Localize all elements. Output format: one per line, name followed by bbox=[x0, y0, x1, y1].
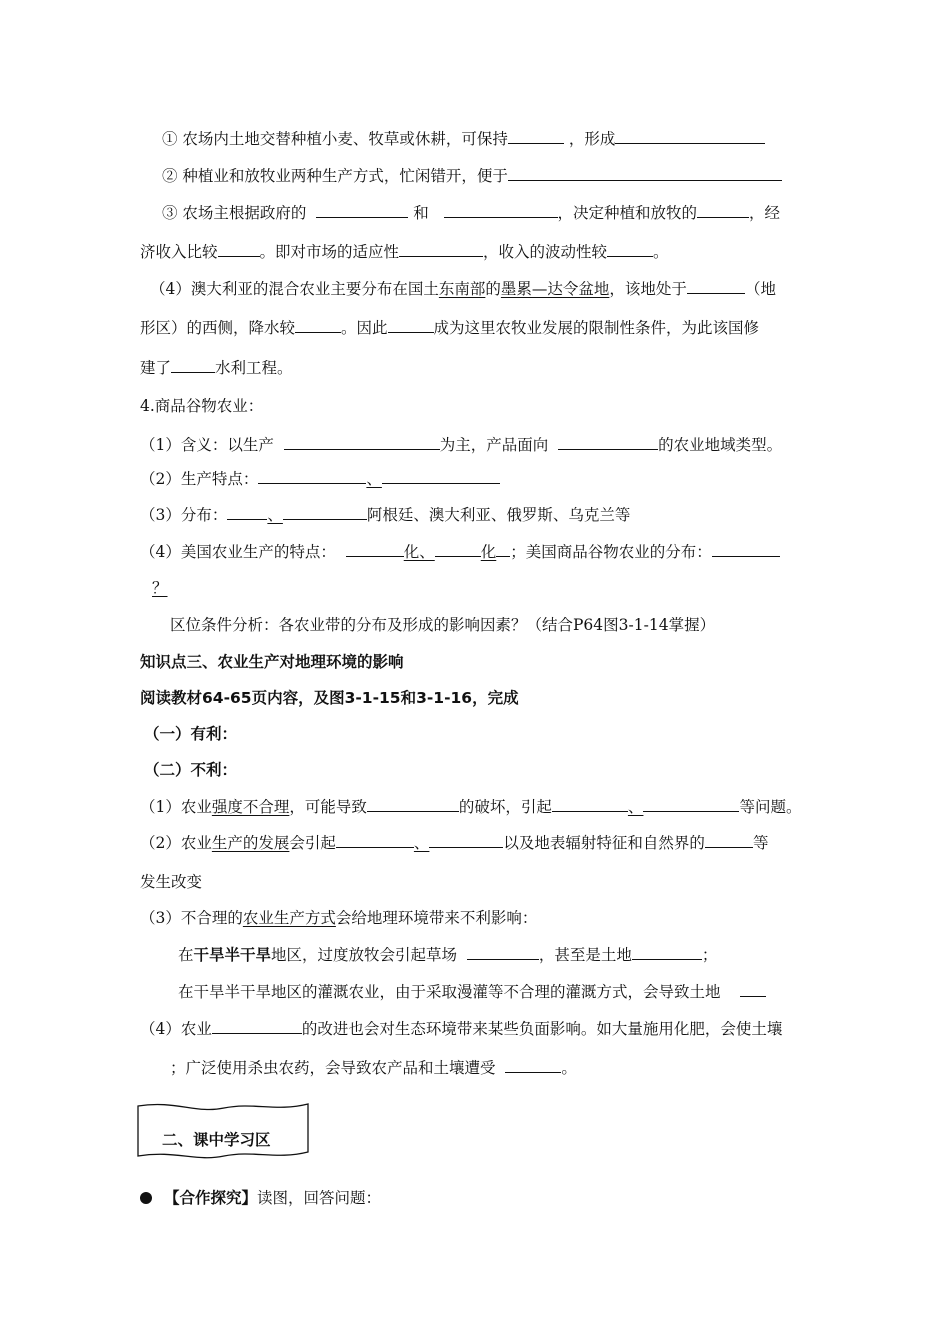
knowledge-point-heading: 知识点三、农业生产对地理环境的影响 bbox=[140, 653, 404, 671]
answer-blank[interactable] bbox=[508, 128, 564, 144]
text-line-26: ；广泛使用杀虫农药，会导致农产品和土壤遭受 。 bbox=[170, 1059, 577, 1077]
text-line-22: （3）不合理的农业生产方式会给地理环境带来不利影响： bbox=[140, 909, 538, 927]
text-line-3: ③ 农场主根据政府的 和 ，决定种植和放牧的 ，经 bbox=[162, 204, 781, 222]
text-line-25: （4）农业 的改进也会对生态环境带来某些负面影响。如大量施用化肥，会使土壤 bbox=[140, 1020, 783, 1038]
section-banner bbox=[136, 1100, 310, 1162]
answer-blank[interactable] bbox=[171, 357, 215, 373]
answer-blank[interactable] bbox=[558, 434, 658, 450]
answer-blank[interactable] bbox=[283, 504, 367, 520]
favorable-heading: （一）有利： bbox=[144, 725, 238, 743]
answer-blank[interactable] bbox=[687, 278, 745, 294]
answer-blank[interactable] bbox=[382, 468, 500, 484]
answer-blank[interactable] bbox=[632, 944, 702, 960]
text-line-2: ② 种植业和放牧业两种生产方式，忙闲错开，便于 bbox=[162, 165, 782, 186]
text-line-6: 形区）的西侧，降水较 。因此 成为这里农牧业发展的限制性条件，为此该国修 bbox=[140, 319, 760, 337]
section-heading-4: 4.商品谷物农业： bbox=[140, 397, 264, 415]
answer-blank[interactable] bbox=[336, 832, 414, 848]
text-line-24: 在干旱半干旱地区的灌溉农业，由于采取漫灌等不合理的灌溉方式，会导致土地 bbox=[178, 981, 766, 1002]
answer-blank[interactable] bbox=[258, 468, 366, 484]
text-line-21: 发生改变 bbox=[140, 873, 203, 891]
answer-blank[interactable] bbox=[505, 1057, 561, 1073]
answer-blank[interactable] bbox=[740, 981, 766, 997]
text-line-7: 建了 水利工程。 bbox=[140, 359, 293, 377]
answer-blank[interactable] bbox=[697, 202, 749, 218]
unfavorable-heading: （二）不利： bbox=[144, 761, 238, 779]
answer-blank[interactable] bbox=[212, 1018, 302, 1034]
text-line-14: 区位条件分析：各农业带的分布及形成的影响因素？（结合P64图3-1-14掌握） bbox=[170, 616, 716, 634]
answer-blank[interactable] bbox=[444, 202, 558, 218]
banner-label: 二、课中学习区 bbox=[162, 1131, 271, 1149]
answer-blank[interactable] bbox=[552, 796, 628, 812]
text-line-5: （4）澳大利亚的混合农业主要分布在国土东南部的墨累—达令盆地，该地处于 （地 bbox=[150, 280, 776, 298]
reading-instruction: 阅读教材64-65页内容，及图3-1-15和3-1-16，完成 bbox=[140, 689, 519, 707]
cooperation-prompt: 【合作探究】读图，回答问题： bbox=[140, 1188, 381, 1208]
answer-blank[interactable] bbox=[705, 832, 753, 848]
answer-blank[interactable] bbox=[227, 504, 267, 520]
text-line-10: （2）生产特点： 、 bbox=[140, 468, 500, 489]
text-line-11: （3）分布： 、 阿根廷、澳大利亚、俄罗斯、乌克兰等 bbox=[140, 506, 631, 524]
answer-blank[interactable] bbox=[295, 317, 341, 333]
answer-blank[interactable] bbox=[218, 241, 260, 257]
answer-blank[interactable] bbox=[284, 434, 440, 450]
answer-blank[interactable] bbox=[467, 944, 539, 960]
answer-blank[interactable] bbox=[346, 541, 404, 557]
text-line-19: （1）农业强度不合理，可能导致 的破坏，引起 、 等问题。 bbox=[140, 798, 802, 816]
text-line-1: ① 农场内土地交替种植小麦、牧草或休耕，可保持 ，形成 bbox=[162, 128, 765, 149]
text-line-12: （4）美国农业生产的特点： 化、 化 ；美国商品谷物农业的分布： bbox=[140, 541, 780, 562]
answer-blank[interactable] bbox=[435, 541, 481, 557]
answer-blank[interactable] bbox=[712, 541, 780, 557]
answer-blank[interactable] bbox=[615, 128, 765, 144]
answer-blank[interactable] bbox=[388, 317, 434, 333]
answer-blank[interactable] bbox=[496, 541, 510, 557]
answer-blank[interactable] bbox=[429, 832, 503, 848]
text-line-13: ？ bbox=[152, 579, 168, 597]
answer-blank[interactable] bbox=[607, 241, 653, 257]
answer-blank[interactable] bbox=[508, 165, 782, 181]
text-line-23: 在干旱半干旱地区，过度放牧会引起草场 ，甚至是土地 ； bbox=[178, 946, 718, 964]
text-line-20: （2）农业生产的发展会引起 、 以及地表辐射特征和自然界的 等 bbox=[140, 834, 769, 852]
answer-blank[interactable] bbox=[643, 796, 739, 812]
answer-blank[interactable] bbox=[399, 241, 483, 257]
text-line-9: （1）含义：以生产 为主，产品面向 的农业地域类型。 bbox=[140, 436, 783, 454]
bullet-icon bbox=[140, 1192, 152, 1204]
answer-blank[interactable] bbox=[367, 796, 459, 812]
text-line-4: 济收入比较 。即对市场的适应性 ，收入的波动性较 。 bbox=[140, 243, 669, 261]
answer-blank[interactable] bbox=[316, 202, 408, 218]
